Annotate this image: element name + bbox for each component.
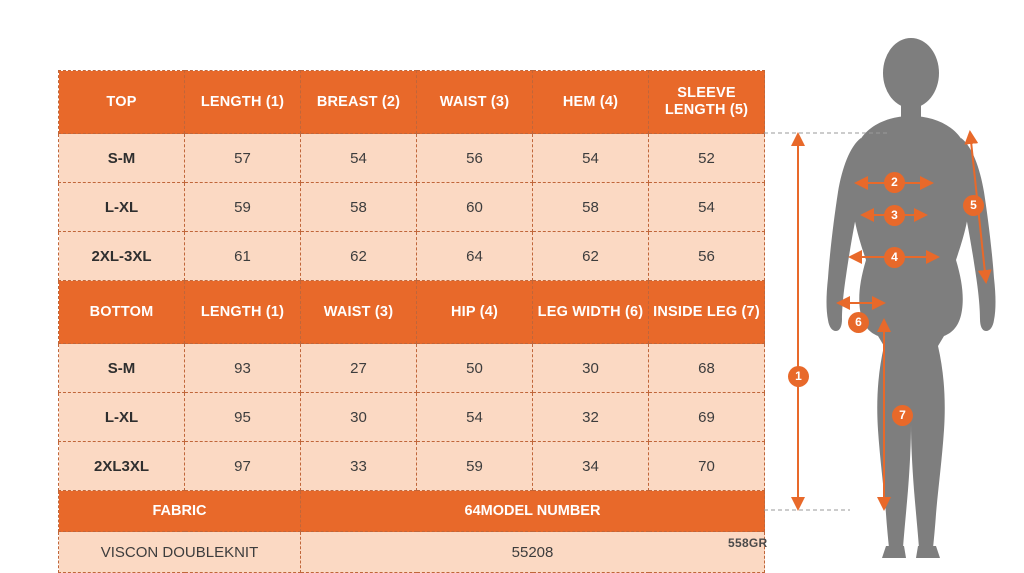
bottom-header-cell-2: WAIST (3) <box>301 281 417 344</box>
cell-value: 30 <box>533 344 649 393</box>
cell-value: 50 <box>417 344 533 393</box>
cell-value: 95 <box>185 393 301 442</box>
cell-value: 27 <box>301 344 417 393</box>
cell-value: 59 <box>417 442 533 491</box>
marker-7-inside-leg: 7 <box>892 405 913 426</box>
footer-header-row <box>59 491 765 532</box>
model-number-header: 64MODEL NUMBER <box>301 491 765 532</box>
table-row <box>59 344 765 393</box>
top-section-header-row <box>59 71 765 134</box>
row-label: 2XL3XL <box>59 442 185 491</box>
cell-value: 70 <box>649 442 765 491</box>
bottom-header-cell-3: HIP (4) <box>417 281 533 344</box>
top-header-cell-3: WAIST (3) <box>417 71 533 134</box>
cell-value: 34 <box>533 442 649 491</box>
cell-value: 62 <box>301 232 417 281</box>
cell-value: 30 <box>301 393 417 442</box>
top-header-cell-0: TOP <box>59 71 185 134</box>
marker-4-hip: 4 <box>884 247 905 268</box>
cell-value: 54 <box>417 393 533 442</box>
measurement-arrows <box>780 20 1024 564</box>
fabric-header: FABRIC <box>59 491 301 532</box>
cell-value: 33 <box>301 442 417 491</box>
cell-value: 57 <box>185 134 301 183</box>
cell-value: 52 <box>649 134 765 183</box>
cell-value: 58 <box>301 183 417 232</box>
bottom-header-cell-4: LEG WIDTH (6) <box>533 281 649 344</box>
table-row <box>59 393 765 442</box>
fabric-value: VISCON DOUBLEKNIT <box>59 532 301 573</box>
footer-value-row <box>59 532 765 573</box>
top-header-cell-1: LENGTH (1) <box>185 71 301 134</box>
row-label: 2XL-3XL <box>59 232 185 281</box>
marker-6-leg-width: 6 <box>848 312 869 333</box>
row-label: S-M <box>59 134 185 183</box>
cell-value: 54 <box>649 183 765 232</box>
cell-value: 58 <box>533 183 649 232</box>
cell-value: 60 <box>417 183 533 232</box>
cell-value: 56 <box>417 134 533 183</box>
bottom-header-cell-5: INSIDE LEG (7) <box>649 281 765 344</box>
cell-value: 54 <box>533 134 649 183</box>
top-header-cell-5: SLEEVE LENGTH (5) <box>649 71 765 134</box>
bottom-section-header-row <box>59 281 765 344</box>
marker-3-waist: 3 <box>884 205 905 226</box>
marker-1-length: 1 <box>788 366 809 387</box>
size-table-container <box>58 70 765 573</box>
cell-value: 59 <box>185 183 301 232</box>
row-label: L-XL <box>59 393 185 442</box>
cell-value: 69 <box>649 393 765 442</box>
marker-2-breast: 2 <box>884 172 905 193</box>
bottom-header-cell-1: LENGTH (1) <box>185 281 301 344</box>
cell-value: 93 <box>185 344 301 393</box>
row-label: S-M <box>59 344 185 393</box>
table-row <box>59 232 765 281</box>
marker-5-sleeve-length: 5 <box>963 195 984 216</box>
table-row <box>59 442 765 491</box>
cell-value: 97 <box>185 442 301 491</box>
bottom-header-cell-0: BOTTOM <box>59 281 185 344</box>
top-header-cell-2: BREAST (2) <box>301 71 417 134</box>
product-code-label: 558GR <box>728 536 768 550</box>
cell-value: 68 <box>649 344 765 393</box>
table-row <box>59 134 765 183</box>
cell-value: 62 <box>533 232 649 281</box>
top-header-cell-4: HEM (4) <box>533 71 649 134</box>
row-label: L-XL <box>59 183 185 232</box>
cell-value: 54 <box>301 134 417 183</box>
measurement-figure <box>780 20 1024 564</box>
size-table <box>58 70 765 573</box>
cell-value: 64 <box>417 232 533 281</box>
model-number-value: 55208 <box>301 532 765 573</box>
cell-value: 32 <box>533 393 649 442</box>
table-row <box>59 183 765 232</box>
cell-value: 56 <box>649 232 765 281</box>
cell-value: 61 <box>185 232 301 281</box>
